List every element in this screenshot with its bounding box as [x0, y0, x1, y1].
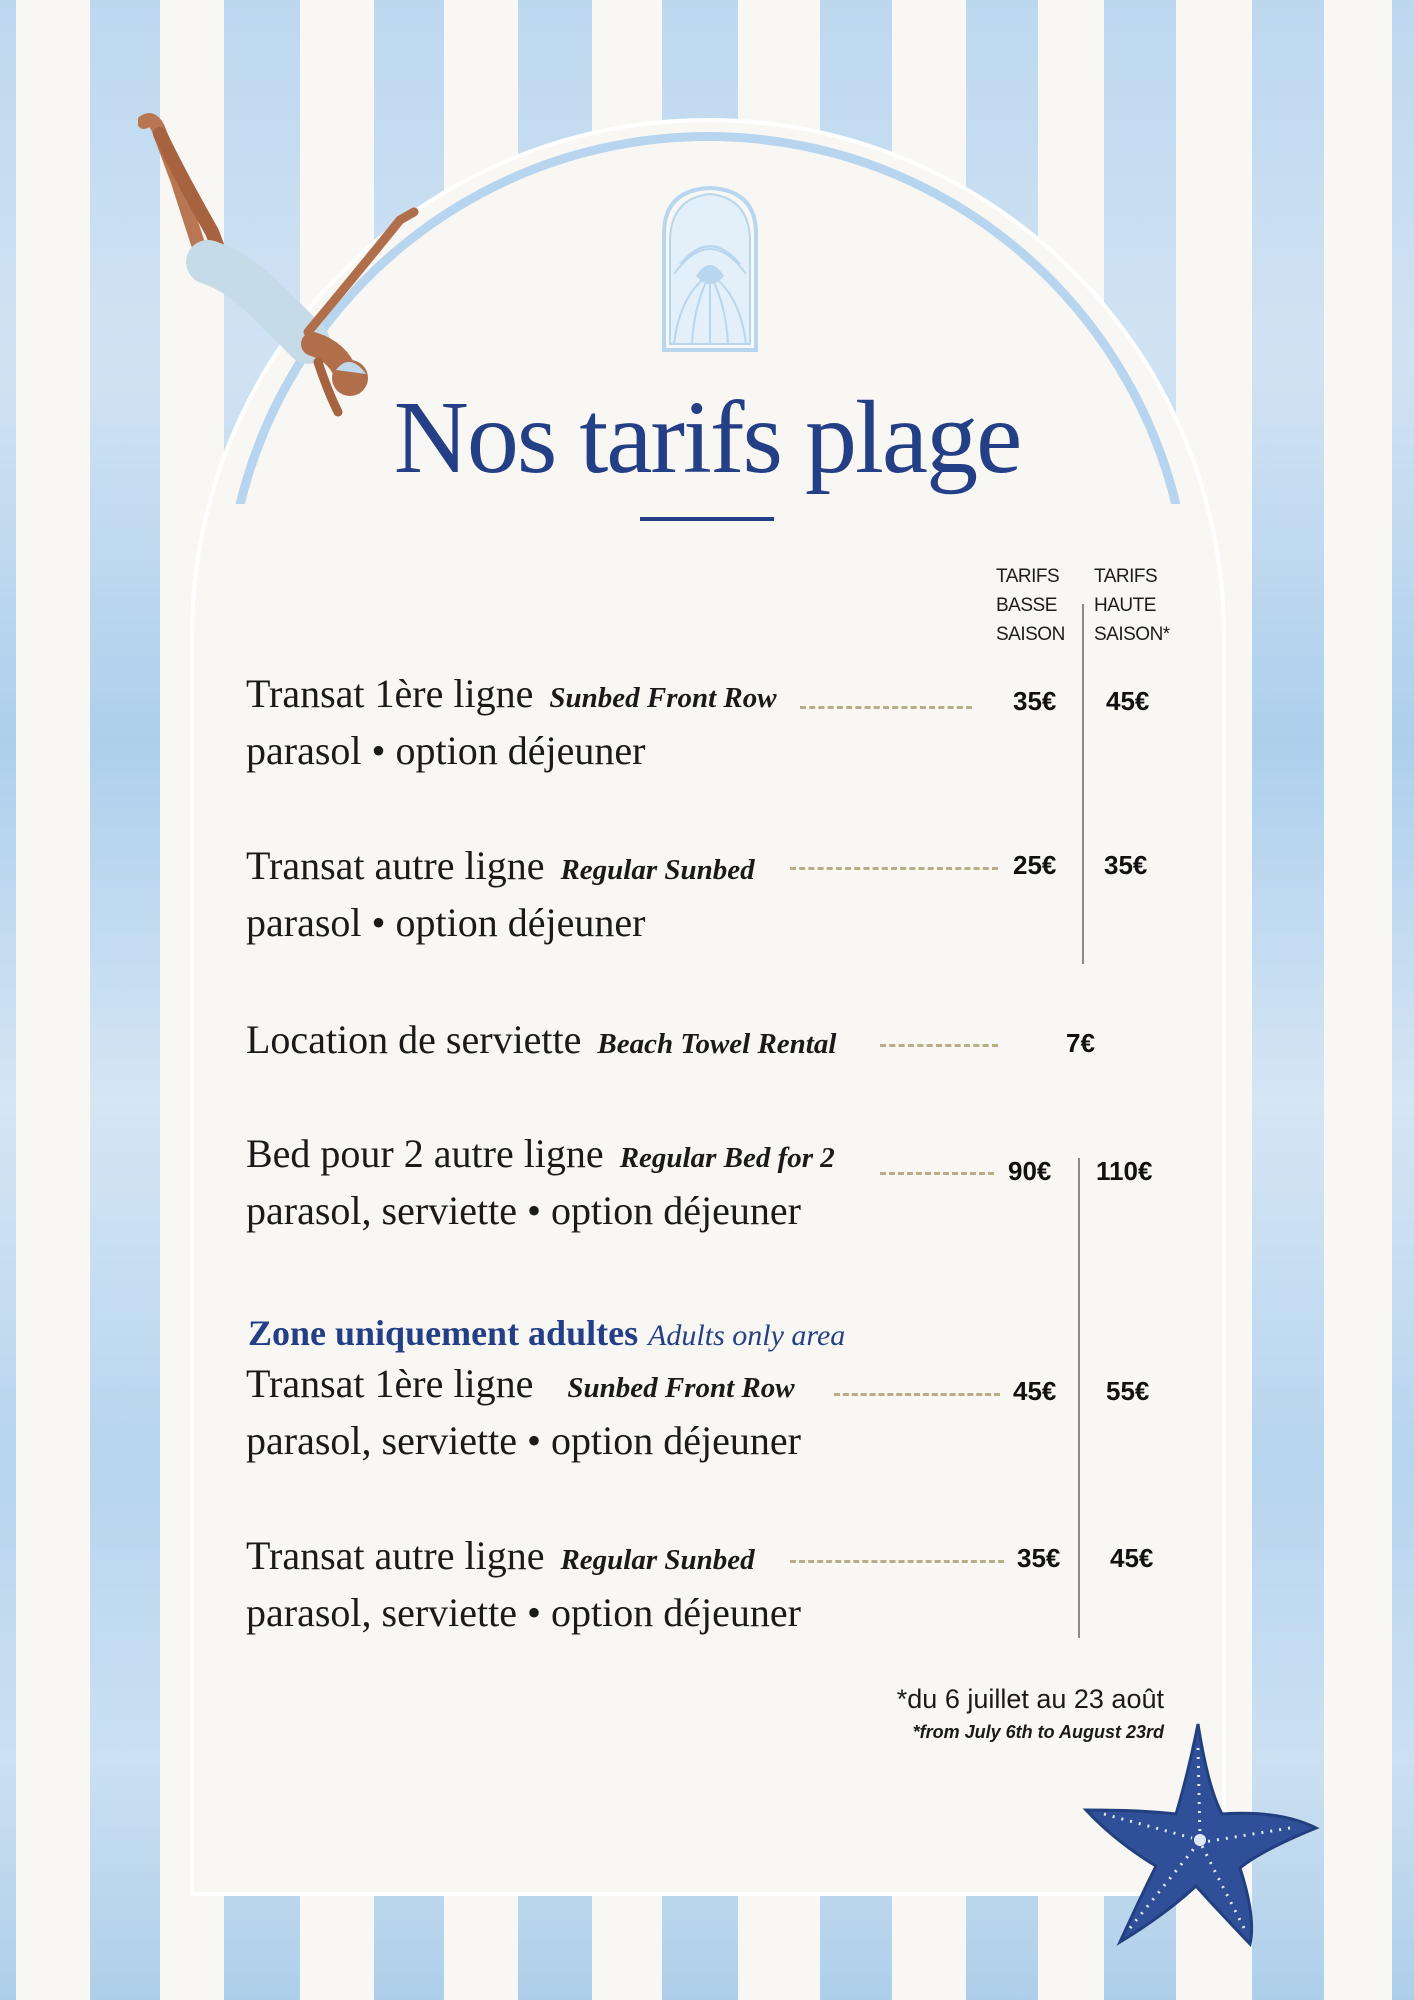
- background-stripe: [1392, 0, 1414, 2000]
- list-item: Transat 1ère ligne Sunbed Front Row parasol • option déjeuner: [246, 671, 777, 773]
- price-low: 35€: [1013, 686, 1057, 716]
- price-high: 110€: [1096, 1156, 1153, 1186]
- starfish-illustration: [1080, 1718, 1320, 1950]
- price-low: 90€: [1008, 1156, 1052, 1186]
- dotted-leader: [880, 1172, 994, 1175]
- season-note-english: *from July 6th to August 23rd: [912, 1722, 1164, 1742]
- list-item: Bed pour 2 autre ligne Regular Bed for 2 parasol, serviette • option déjeuner: [246, 1131, 835, 1233]
- dotted-leader: [800, 706, 972, 709]
- price-high: 45€: [1106, 686, 1150, 716]
- list-item: Transat 1ère ligne Sunbed Front Row parasol, serviette • option déjeuner: [246, 1361, 801, 1463]
- price-single: 7€: [1066, 1028, 1095, 1058]
- background-stripe: [0, 0, 16, 2000]
- price-high: 35€: [1104, 850, 1148, 880]
- column-header-low-season: TARIFS BASSE SAISON: [996, 566, 1065, 645]
- column-divider: [1082, 604, 1084, 964]
- price-low: 25€: [1013, 850, 1057, 880]
- background-stripe: [1252, 0, 1324, 2000]
- dotted-leader: [880, 1044, 998, 1047]
- dotted-leader: [790, 1560, 1004, 1563]
- page-title: Nos tarifs plage: [393, 380, 1021, 495]
- price-low: 35€: [1017, 1543, 1061, 1573]
- art-deco-window-icon: [660, 184, 760, 354]
- dotted-leader: [834, 1393, 1000, 1396]
- price-high: 45€: [1110, 1543, 1154, 1573]
- price-high: 55€: [1106, 1376, 1150, 1406]
- dotted-leader: [790, 867, 998, 870]
- column-divider: [1078, 1158, 1080, 1638]
- column-header-high-season: TARIFS HAUTE SAISON*: [1094, 566, 1170, 645]
- diver-illustration: [138, 112, 428, 422]
- price-low: 45€: [1013, 1376, 1057, 1406]
- list-item: Transat autre ligne Regular Sunbed parasol • option déjeuner: [246, 843, 755, 945]
- list-item: Transat autre ligne Regular Sunbed parasol, serviette • option déjeuner: [246, 1533, 801, 1635]
- list-item: Location de serviette Beach Towel Rental: [246, 1017, 837, 1062]
- adults-zone-heading: Zone uniquement adultes Adults only area: [248, 1313, 846, 1353]
- season-note: *du 6 juillet au 23 août: [896, 1684, 1164, 1714]
- title-underline: [640, 517, 774, 521]
